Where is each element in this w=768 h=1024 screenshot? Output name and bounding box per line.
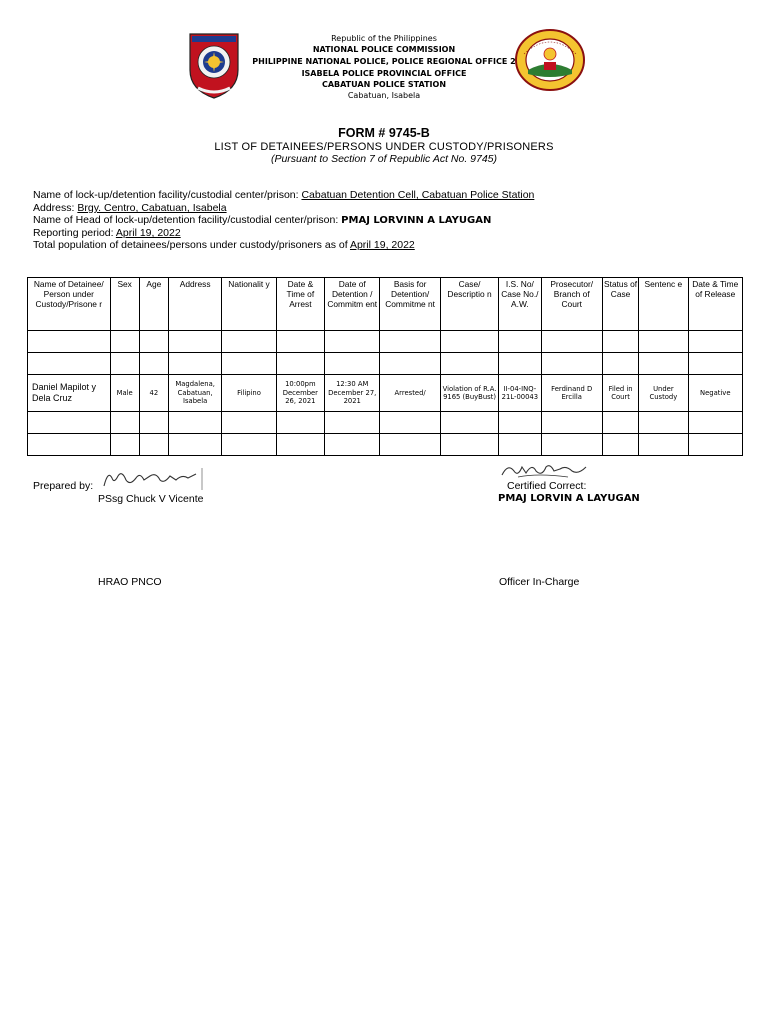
table-row-empty <box>28 434 743 456</box>
header-police-station: CABATUAN POLICE STATION <box>321 80 447 89</box>
head-line <box>33 214 491 226</box>
address-line <box>33 202 227 214</box>
column-header-nationality: Nationalit y <box>222 278 276 331</box>
address-value: Brgy. Centro, Cabatuan, Isabela <box>77 202 227 214</box>
detainee-list-table <box>27 277 743 456</box>
column-header-sentence: Sentenc e <box>639 278 688 331</box>
certified-by-position: Officer In-Charge <box>499 576 580 588</box>
table-row-empty <box>28 412 743 434</box>
detention-datetime: 12:30 AM December 27, 2021 <box>325 375 380 412</box>
header-location: Cabatuan, Isabela <box>347 91 421 100</box>
certified-correct-label: Certified Correct: <box>507 480 587 492</box>
population-value: April 19, 2022 <box>349 239 415 251</box>
head-value: PMAJ LORVINN A LAYUGAN <box>341 215 492 226</box>
column-header-detention: Date of Detention / Commitm ent <box>325 278 380 331</box>
column-header-address: Address <box>168 278 221 331</box>
detainee-age: 42 <box>139 375 168 412</box>
table-header-row <box>28 278 743 331</box>
header-provincial-office: ISABELA POLICE PROVINCIAL OFFICE <box>301 69 467 78</box>
column-header-basis: Basis for Detention/ Commitme nt <box>380 278 440 331</box>
arrest-datetime: 10:00pm December 26, 2021 <box>276 375 324 412</box>
table-row <box>28 375 743 412</box>
detainee-nationality: Filipino <box>222 375 276 412</box>
detainee-address: Magdalena, Cabatuan, Isabela <box>168 375 221 412</box>
header-republic: Republic of the Philippines <box>331 34 437 43</box>
head-label: Name of Head of lock-up/detention facility/custodial center/prison: <box>33 214 342 226</box>
case-number: II-04-INQ-21L-00043 <box>499 375 541 412</box>
column-header-prosecutor: Prosecutor/ Branch of Court <box>541 278 602 331</box>
period-value: April 19, 2022 <box>115 227 181 239</box>
column-header-arrest: Date & Time of Arrest <box>276 278 324 331</box>
column-header-age: Age <box>139 278 168 331</box>
header-pnp-region: PHILIPPINE NATIONAL POLICE, POLICE REGIONAL OFFICE 2 <box>252 57 516 66</box>
header-napolcom: NATIONAL POLICE COMMISSION <box>312 45 456 54</box>
form-number-title: FORM # 9745-B <box>338 126 430 140</box>
prepared-by-label: Prepared by: <box>33 480 94 492</box>
period-label: Reporting period: <box>33 227 116 239</box>
column-header-release: Date & Time of Release <box>688 278 742 331</box>
population-label: Total population of detainees/persons under custody/prisoners as of <box>33 239 350 251</box>
facility-line <box>33 189 534 201</box>
address-label: Address: <box>33 202 78 214</box>
column-header-is-no: I.S. No/ Case No./ A.W. <box>499 278 541 331</box>
prepared-signature-image <box>98 466 210 492</box>
column-header-name: Name of Detainee/ Person under Custody/Prisone r <box>28 278 111 331</box>
release-datetime: Negative <box>688 375 742 412</box>
form-legal-reference: (Pursuant to Section 7 of Republic Act No. 9745) <box>270 153 498 165</box>
population-line <box>33 239 415 251</box>
facility-value: Cabatuan Detention Cell, Cabatuan Police Station <box>301 189 535 201</box>
case-description: Violation of R.A. 9165 (BuyBust) <box>440 375 498 412</box>
table-row-empty <box>28 331 743 353</box>
prepared-by-position: HRAO PNCO <box>98 576 162 588</box>
certified-signature-image <box>498 459 590 481</box>
case-status: Filed in Court <box>602 375 638 412</box>
prosecutor-court: Ferdinand D Ercilla <box>541 375 602 412</box>
detainee-name: Daniel Mapilot y Dela Cruz <box>28 375 111 412</box>
prepared-by-name: PSsg Chuck V Vicente <box>98 493 204 505</box>
sentence: Under Custody <box>639 375 688 412</box>
table-row-empty <box>28 353 743 375</box>
form-subtitle: LIST OF DETAINEES/PERSONS UNDER CUSTODY/PRISONERS <box>214 141 554 153</box>
detainee-sex: Male <box>110 375 139 412</box>
column-header-case: Case/ Descriptio n <box>440 278 498 331</box>
column-header-sex: Sex <box>110 278 139 331</box>
facility-label: Name of lock-up/detention facility/custodial center/prison: <box>33 189 302 201</box>
certified-by-name: PMAJ LORVIN A LAYUGAN <box>498 493 640 504</box>
detention-basis: Arrested/ <box>380 375 440 412</box>
period-line <box>33 227 181 239</box>
column-header-status: Status of Case <box>602 278 638 331</box>
